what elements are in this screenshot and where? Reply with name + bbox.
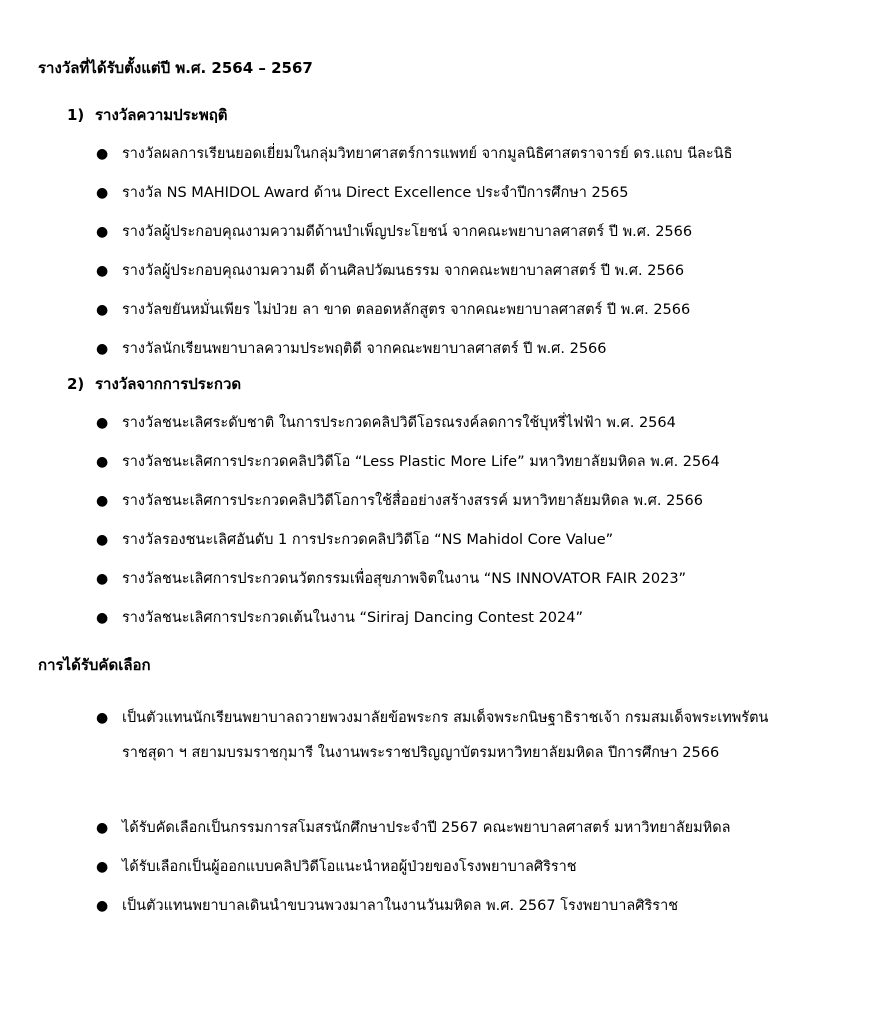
bullet-icon: ●: [96, 454, 109, 470]
section-selected-title: การได้รับคัดเลือก: [38, 656, 151, 674]
list-item-text: รางวัลผู้ประกอบคุณงามความดี ด้านศิลปวัฒนธรรม จากคณะพยาบาลศาสตร์ ปี พ.ศ. 2566: [122, 263, 685, 279]
list-item-text: เป็นตัวแทนพยาบาลเดินนำขบวนพวงมาลาในงานวันมหิดล พ.ศ. 2567 โรงพยาบาลศิริราช: [122, 898, 679, 914]
sub-heading-label: รางวัลความประพฤติ: [95, 106, 228, 124]
bullet-icon: ●: [96, 302, 109, 318]
bullet-icon: ●: [96, 571, 109, 587]
list-item-text: รางวัลชนะเลิศการประกวดนวัตกรรมเพื่อสุขภาพจิตในงาน “NS INNOVATOR FAIR 2023”: [122, 571, 687, 587]
sub-heading-number: 2): [67, 375, 85, 393]
bullet-icon: ●: [96, 859, 109, 875]
list-item-text: รางวัลชนะเลิศการประกวดคลิปวิดีโอ “Less Plastic More Life” มหาวิทยาลัยมหิดล พ.ศ. 2564: [122, 454, 720, 470]
bullet-icon: ●: [96, 415, 109, 431]
bullet-icon: ●: [96, 185, 109, 201]
bullet-icon: ●: [96, 898, 109, 914]
bullet-icon: ●: [96, 146, 109, 162]
bullet-icon: ●: [96, 610, 109, 626]
sub-heading-label: รางวัลจากการประกวด: [95, 375, 242, 393]
list-item-text: ได้รับเลือกเป็นผู้ออกแบบคลิปวิดีโอแนะนำหอผู้ป่วยของโรงพยาบาลศิริราช: [122, 859, 577, 875]
bullet-icon: ●: [96, 341, 109, 357]
list-item-text: รางวัลนักเรียนพยาบาลความประพฤติดี จากคณะพยาบาลศาสตร์ ปี พ.ศ. 2566: [122, 341, 607, 357]
list-item-text: ได้รับคัดเลือกเป็นกรรมการสโมสรนักศึกษาประจำปี 2567 คณะพยาบาลศาสตร์ มหาวิทยาลัยมหิดล: [122, 820, 731, 836]
list-item-text: รางวัลขยันหมั่นเพียร ไม่ป่วย ลา ขาด ตลอดหลักสูตร จากคณะพยาบาลศาสตร์ ปี พ.ศ. 2566: [122, 302, 691, 318]
bullet-icon: ●: [96, 263, 109, 279]
list-item-text: เป็นตัวแทนนักเรียนพยาบาลถวายพวงมาลัยข้อพระกร สมเด็จพระกนิษฐาธิราชเจ้า กรมสมเด็จพระเทพรัตนราชสุดา ฯ สยามบรมราชกุมารี ในงานพระราชปริญญาบัตรมหาวิทยาลัยมหิดล ปีการศึกษา 2566: [122, 710, 769, 761]
bullet-icon: ●: [96, 224, 109, 240]
list-item-text: รางวัล NS MAHIDOL Award ด้าน Direct Excellence ประจำปีการศึกษา 2565: [122, 185, 629, 201]
bullet-icon: ●: [96, 493, 109, 509]
list-item-text: รางวัลรองชนะเลิศอันดับ 1 การประกวดคลิปวิดีโอ “NS Mahidol Core Value”: [122, 532, 614, 548]
list-item-text: รางวัลผู้ประกอบคุณงามความดีด้านบำเพ็ญประโยชน์ จากคณะพยาบาลศาสตร์ ปี พ.ศ. 2566: [122, 224, 693, 240]
list-item-text: รางวัลผลการเรียนยอดเยี่ยมในกลุ่มวิทยาศาสตร์การแพทย์ จากมูลนิธิศาสตราจารย์ ดร.แถบ นีละนิธิ: [122, 146, 733, 162]
sub-heading-contest-awards: [67, 374, 241, 394]
bullet-icon: ●: [96, 532, 109, 548]
bullet-icon: ●: [96, 710, 109, 726]
list-item-text: รางวัลชนะเลิศการประกวดเต้นในงาน “Siriraj Dancing Contest 2024”: [122, 610, 583, 626]
list-item-text: รางวัลชนะเลิศระดับชาติ ในการประกวดคลิปวิดีโอรณรงค์ลดการใช้บุหรี่ไฟฟ้า พ.ศ. 2564: [122, 415, 676, 431]
sub-heading-number: 1): [67, 106, 85, 124]
list-item-text: รางวัลชนะเลิศการประกวดคลิปวิดีโอการใช้สื่ออย่างสร้างสรรค์ มหาวิทยาลัยมหิดล พ.ศ. 2566: [122, 493, 704, 509]
section-awards-title: รางวัลที่ได้รับตั้งแต่ปี พ.ศ. 2564 – 2567: [38, 59, 313, 77]
bullet-icon: ●: [96, 820, 109, 836]
sub-heading-conduct-awards: [67, 105, 228, 125]
